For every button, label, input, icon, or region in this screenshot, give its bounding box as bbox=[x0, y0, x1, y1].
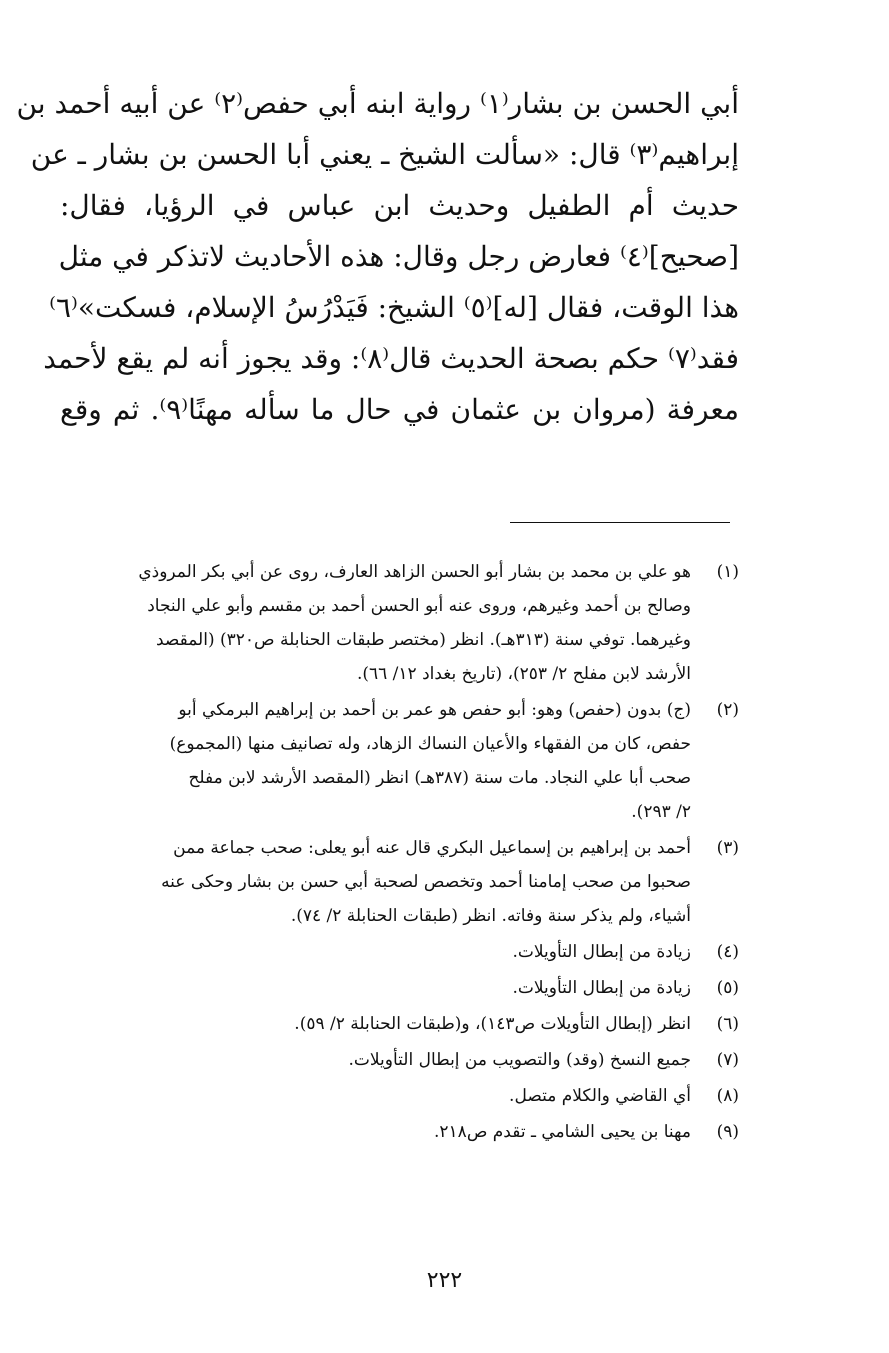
footnote-3 bbox=[60, 831, 739, 933]
footnote-line: أشياء، ولم يذكر سنة وفاته. انظر (طبقات الحنابلة ٢/ ٧٤). bbox=[290, 906, 691, 926]
footnote-line: صحب أبا علي النجاد. مات سنة (٣٨٧هـ) انظر (المقصد الأرشد لابن مفلح bbox=[188, 768, 691, 788]
footnote-number: (٨) bbox=[716, 1086, 739, 1106]
footnote-line: انظر (إبطال التأويلات ص١٤٣)، و(طبقات الحنابلة ٢/ ٥٩). bbox=[294, 1014, 691, 1034]
footnote-number: (٩) bbox=[716, 1122, 739, 1142]
footnote-line: جميع النسخ (وقد) والتصويب من إبطال التأويلات. bbox=[348, 1050, 691, 1070]
footnote-line: زيادة من إبطال التأويلات. bbox=[512, 942, 691, 962]
footnote-8 bbox=[60, 1079, 739, 1113]
main-text-line: أبي الحسن بن بشار⁽١⁾ رواية ابنه أبي حفص⁽٢⁾ عن أبيه أحمد بن bbox=[16, 87, 739, 120]
footnote-line: الأرشد لابن مفلح ٢/ ٢٥٣)، (تاريخ بغداد ١٢/ ٦٦). bbox=[356, 664, 691, 684]
footnote-separator bbox=[510, 522, 730, 523]
footnote-text bbox=[60, 1115, 691, 1149]
footnote-number: (٢) bbox=[716, 700, 739, 720]
footnote-7 bbox=[60, 1043, 739, 1077]
footnote-line: وصالح بن أحمد وغيرهم، وروى عنه أبو الحسن أحمد بن مقسم وأبو علي النجاد bbox=[147, 596, 691, 616]
main-text-line: حديث أم الطفيل وحديث ابن عباس في الرؤيا، فقال: bbox=[60, 189, 739, 222]
footnote-text bbox=[60, 1043, 691, 1077]
main-text-line: هذا الوقت، فقال [له]⁽٥⁾ الشيخ: فَيَدْرُسُ الإسلام، فسكت»⁽٦⁾ bbox=[49, 291, 739, 324]
footnote-line: وغيرهما. توفي سنة (٣١٣هـ). انظر (مختصر طبقات الحنابلة ص٣٢٠) (المقصد bbox=[155, 630, 691, 650]
footnote-line: هو علي بن محمد بن بشار أبو الحسن الزاهد العارف، روى عن أبي بكر المروذي bbox=[138, 562, 691, 582]
footnote-line: مهنا بن يحيى الشامي ـ تقدم ص٢١٨. bbox=[434, 1122, 691, 1142]
footnote-text bbox=[60, 935, 691, 969]
footnote-line: صحبوا من صحب إمامنا أحمد وتخصص لصحبة أبي حسن بن بشار وحكى عنه bbox=[161, 872, 691, 892]
main-text-line: إبراهيم⁽٣⁾ قال: «سألت الشيخ ـ يعني أبا الحسن بن بشار ـ عن bbox=[30, 138, 739, 171]
footnote-6 bbox=[60, 1007, 739, 1041]
footnote-text bbox=[60, 971, 691, 1005]
footnote-9 bbox=[60, 1115, 739, 1149]
footnote-1 bbox=[60, 555, 739, 691]
main-text-line: معرفة (مروان بن عثمان في حال ما سأله مهنًا⁽٩⁾. ثم وقع bbox=[60, 393, 739, 426]
main-text-line: [صحيح]⁽٤⁾ فعارض رجل وقال: هذه الأحاديث لاتذكر في مثل bbox=[58, 240, 739, 273]
footnote-text bbox=[60, 831, 691, 933]
footnote-2 bbox=[60, 693, 739, 829]
footnote-text bbox=[60, 1079, 691, 1113]
footnote-text bbox=[60, 555, 691, 691]
main-text-block bbox=[16, 78, 739, 435]
footnote-4 bbox=[60, 935, 739, 969]
footnote-number: (١) bbox=[716, 562, 739, 582]
footnote-number: (٣) bbox=[716, 838, 739, 858]
page-number: ٢٢٢ bbox=[426, 1268, 463, 1293]
footnote-line: حفص، كان من الفقهاء والأعيان النساك الزهاد، وله تصانيف منها (المجموع) bbox=[169, 734, 691, 754]
footnote-line: (ج) بدون (حفص) وهو: أبو حفص هو عمر بن أحمد بن إبراهيم البرمكي أبو bbox=[178, 700, 691, 720]
footnote-number: (٧) bbox=[716, 1050, 739, 1070]
footnotes-section bbox=[60, 555, 739, 1151]
footnote-line: زيادة من إبطال التأويلات. bbox=[512, 978, 691, 998]
footnote-line: ٢/ ٢٩٣). bbox=[631, 802, 691, 822]
footnote-text bbox=[60, 693, 691, 829]
main-text-line: فقد⁽٧⁾ حكم بصحة الحديث قال⁽٨⁾: وقد يجوز أنه لم يقع لأحمد bbox=[43, 342, 739, 375]
footnote-5 bbox=[60, 971, 739, 1005]
footnote-number: (٦) bbox=[716, 1014, 739, 1034]
footnote-number: (٥) bbox=[716, 978, 739, 998]
footnote-line: أحمد بن إبراهيم بن إسماعيل البكري قال عنه أبو يعلى: صحب جماعة ممن bbox=[173, 838, 691, 858]
footnote-text bbox=[60, 1007, 691, 1041]
footnote-line: أي القاضي والكلام متصل. bbox=[509, 1086, 691, 1106]
footnote-number: (٤) bbox=[716, 942, 739, 962]
